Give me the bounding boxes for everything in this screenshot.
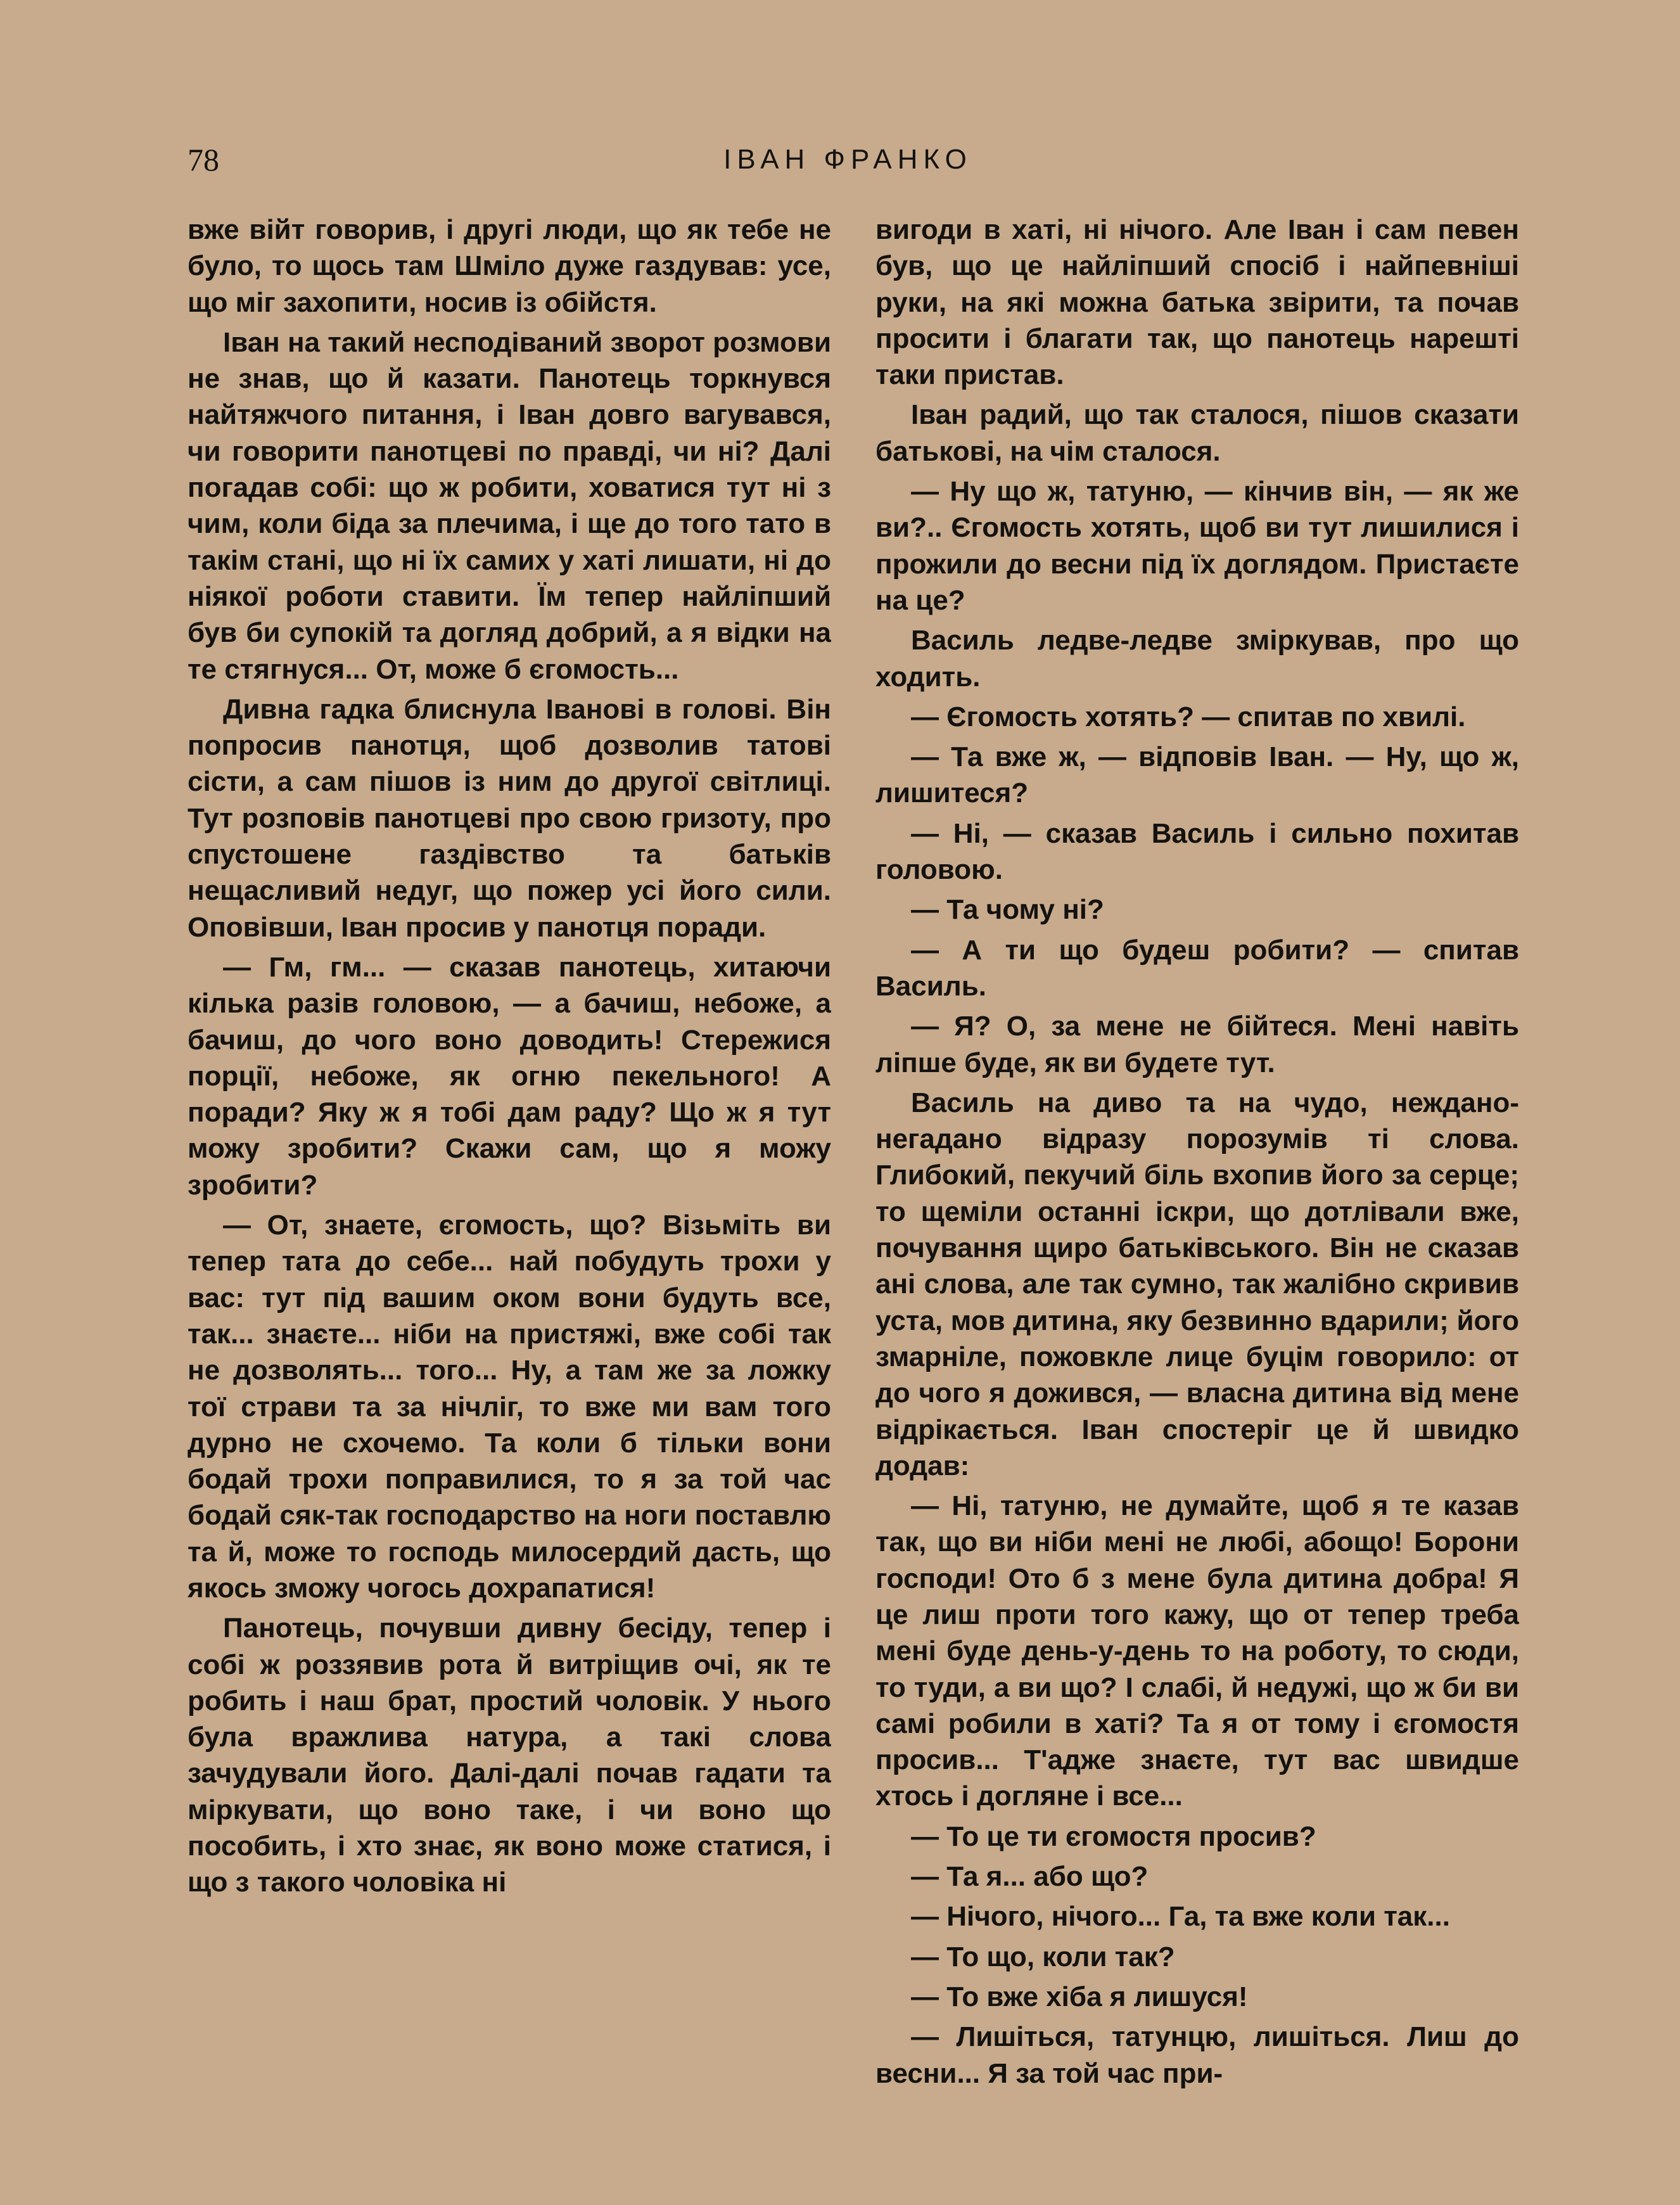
paragraph: — То вже хіба я лишуся! [911, 1981, 1248, 2012]
paragraph: — Лишіться, татунцю, лишіться. Лиш до весни... Я за той час при- [875, 2021, 1519, 2089]
paragraph: Василь ледве-ледве зміркував, про що ходить. [875, 625, 1519, 693]
paragraph: — Та вже ж, — відповів Іван. — Ну, що ж, лишитеся? [875, 741, 1519, 809]
page-number: 78 [188, 142, 219, 177]
right-column [875, 212, 1519, 2138]
paragraph: — Гм, гм... — сказав панотець, хитаючи кілька разів головою, — а бачиш, небоже, а бачиш, до чого воно доводить! Стережися порції, небоже, як огню пекельного! А поради? Яку ж я тобі дам раду? Що ж я тут можу зробити? Скажи сам, що я можу зробити? [188, 951, 831, 1201]
running-title: ІВАН ФРАНКО [723, 144, 972, 175]
paragraph: — От, знаете, єгомость, що? Візьміть ви тепер тата до себе... най побудуть трохи у вас: тут під вашим оком вони будуть все, так... знаєте... ніби на пристяжі, вже собі так не дозволять... того... Ну, а там же за ложку тої страви та за нічліг, то вже ми вам того дурно не схочемо. Та коли б тільки вони бодай трохи поправилися, то я за той час бодай сяк-так господарство на ноги поставлю та й, може то господь милосердий дасть, що якось зможу чогось дохрапатися! [188, 1210, 831, 1604]
left-column [188, 212, 831, 2138]
paragraph: вигоди в хаті, ні нічого. Але Іван і сам певен був, що це найліпший спосіб і найпевніші руки, на які можна батька звірити, та почав просити і благати так, що панотець нарешті таки пристав. [875, 214, 1519, 391]
paragraph: — Та я... або що? [911, 1861, 1149, 1893]
paragraph: Іван на такий несподіваний зворот розмови не знав, що й казати. Панотець торкнувся найтяжчого питання, і Іван довго вагувався, чи говорити панотцеві по правді, чи ні? Далі погадав собі: що ж робити, ховатися тут ні з чим, коли біда за плечима, і ще до того тато в такім стані, що ні їх самих у хаті лишати, ні до ніякої роботи ставити. Їм тепер найліпший був би супокій та догляд добрий, а я відки на те стягнуся... От, може б єгомость... [188, 326, 831, 685]
paragraph: Панотець, почувши дивну бесіду, тепер і собі ж роззявив рота й витріщив очі, як те робить і наш брат, простий чоловік. У нього була вражлива натура, а такі слова зачудували його. Далі-далі почав гадати та міркувати, що воно таке, і чи воно що пособить, і хто знає, як воно може статися, і що з такого чоловіка ні [188, 1613, 831, 1898]
page-header [188, 141, 1508, 179]
paragraph: Іван радий, що так сталося, пішов сказати батькові, на чім сталося. [875, 399, 1519, 467]
paragraph: — Нічого, нічого... Га, та вже коли так... [911, 1901, 1450, 1933]
paragraph: — Єгомость хотять? — спитав по хвилі. [911, 701, 1466, 732]
paragraph: — Я? О, за мене не бійтеся. Мені навіть ліпше буде, як ви будете тут. [875, 1011, 1519, 1078]
paragraph: — Ні, татуню, не думайте, щоб я те казав так, що ви ніби мені не любі, абощо! Борони господи! Ото б з мене була дитина добра! Я це лиш проти того кажу, що от тепер треба мені буде день-у-день то на роботу, то сюди, то туди, а ви що? І слабі, й недужі, що ж би ви самі робили в хаті? Та я от тому і єгомостя просив... Т'адже знаєте, тут вас швидше хтось і догляне і все... [875, 1490, 1519, 1812]
paragraph: вже війт говорив, і другі люди, що як тебе не було, то щось там Шміло дуже газдував: усе, що міг захопити, носив із обійстя. [188, 214, 831, 318]
paragraph: — То що, коли так? [911, 1941, 1175, 1972]
paragraph: Василь на диво та на чудо, неждано-негадано відразу порозумів ті слова. Глибокий, пекучий біль вхопив його за серце; то щеміли останні іскри, що дотлівали вже, почування щиро батьківського. Він не сказав ані слова, але так сумно, так жалібно скривив уста, мов дитина, яку безвинно вдарили; його змарніле, пожовкле лице буцім говорило: от до чого я дожився, — власна дитина від мене відрікається. Іван спостеріг це й швидко додав: [875, 1087, 1519, 1481]
paragraph: — Та чому ні? [911, 894, 1104, 926]
paragraph: — То це ти єгомостя просив? [911, 1820, 1316, 1852]
paragraph: — А ти що будеш робити? — спитав Василь. [875, 934, 1519, 1002]
paragraph: — Ні, — сказав Василь і сильно похитав головою. [875, 817, 1519, 886]
paragraph: — Ну що ж, татуню, — кінчив він, — як же ви?.. Єгомость хотять, щоб ви тут лишилися і прожили до весни під їх доглядом. Пристаєте на це? [875, 476, 1519, 616]
paragraph: Дивна гадка блиснула Іванові в голові. Він попросив панотця, щоб дозволив татові сісти, а сам пішов із ним до другої світлиці. Тут розповів панотцеві про свою гризоту, про спустошене газдівство та батьків нещасливий недуг, що пожер усі його сили. Оповівши, Іван просив у панотця поради. [188, 693, 831, 943]
